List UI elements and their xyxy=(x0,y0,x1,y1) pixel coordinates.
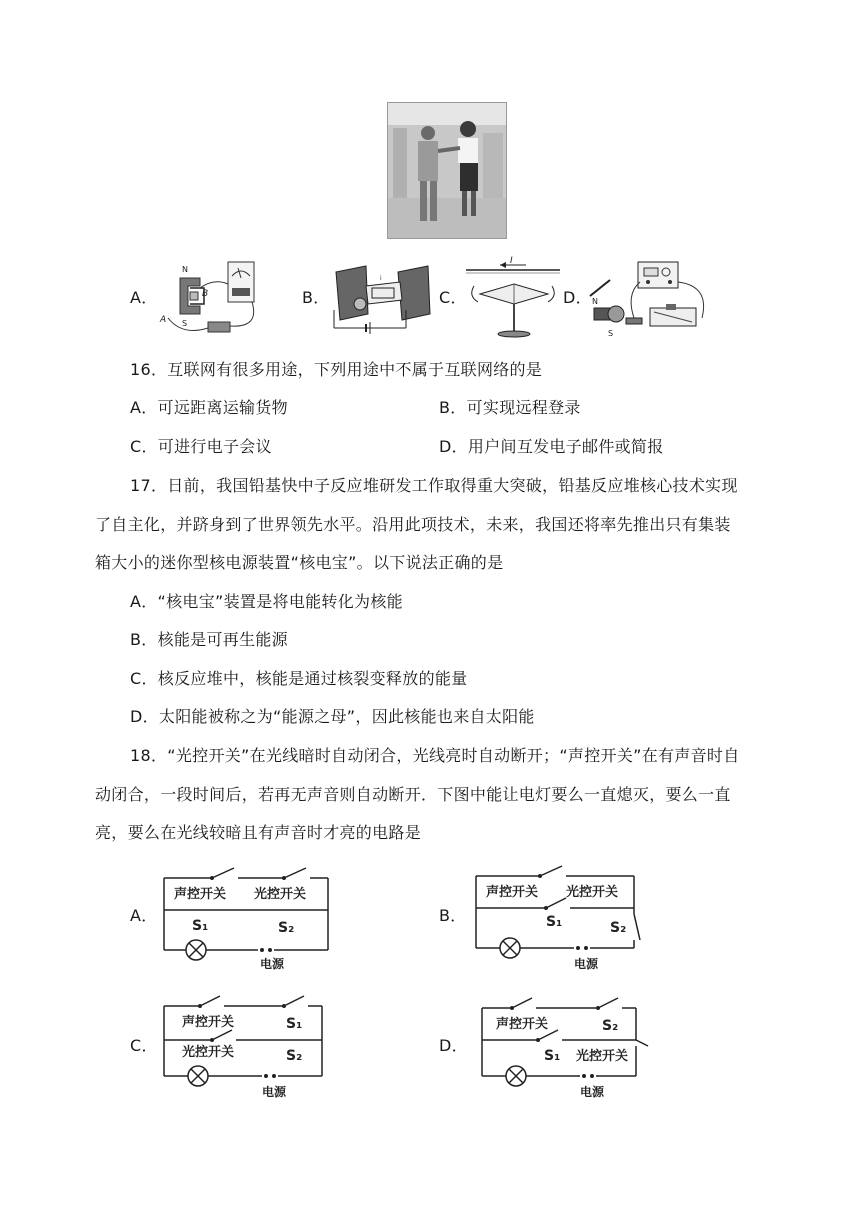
q17-option-d[interactable]: D．太阳能被称之为“能源之母”，因此核能也来自太阳能 xyxy=(130,707,535,726)
q18-b-label-power: 电源 xyxy=(574,957,599,971)
q15-d-label-s: S xyxy=(608,329,614,338)
q15-option-d-letter[interactable]: D． xyxy=(563,288,592,307)
q17-option-c[interactable]: C．核反应堆中，核能是通过核裂变释放的能量 xyxy=(130,669,468,688)
q18-d-label-sound-switch: 声控开关 xyxy=(496,1017,549,1032)
q18-c-label-s1: S₁ xyxy=(286,1016,303,1032)
q15-c-label-i: I xyxy=(510,256,513,266)
q18-b-label-s2: S₂ xyxy=(610,920,627,936)
q18-b-label-s1: S₁ xyxy=(546,914,563,930)
q18-d-label-light-switch: 光控开关 xyxy=(576,1049,629,1064)
q16-option-d[interactable]: D．用户间互发电子邮件或简报 xyxy=(439,437,664,456)
q16-option-c[interactable]: C．可进行电子会议 xyxy=(130,437,272,456)
q17-stem-line-2: 了自主化，并跻身到了世界领先水平。沿用此项技术，未来，我国还将率先推出只有集装 xyxy=(95,515,731,534)
q16-option-b[interactable]: B．可实现远程登录 xyxy=(439,398,581,417)
q18-a-label-s2: S₂ xyxy=(278,920,295,936)
q18-circuit-c xyxy=(158,990,334,1104)
q18-stem-line-3: 亮，要么在光线较暗且有声音时才亮的电路是 xyxy=(95,823,422,842)
q18-option-c-letter[interactable]: C． xyxy=(130,1036,158,1055)
q18-b-label-light-switch: 光控开关 xyxy=(566,885,619,900)
q18-d-label-power: 电源 xyxy=(580,1085,605,1099)
q16-stem: 16．互联网有很多用途，下列用途中不属于互联网络的是 xyxy=(130,360,543,379)
q18-a-label-light-switch: 光控开关 xyxy=(254,887,307,902)
q18-option-a-letter[interactable]: A． xyxy=(130,906,158,925)
q15-option-c-diagram xyxy=(460,256,564,344)
q18-a-label-sound-switch: 声控开关 xyxy=(174,887,227,902)
q17-stem-line-3: 箱大小的迷你型核电源装置“核电宝”。以下说法正确的是 xyxy=(95,553,504,572)
q15-option-a-letter[interactable]: A． xyxy=(130,288,158,307)
q15-option-a-diagram xyxy=(152,258,262,344)
q15-option-d-diagram xyxy=(586,256,712,344)
experiment-photo xyxy=(387,102,507,239)
q16-option-a[interactable]: A．可远距离运输货物 xyxy=(130,398,288,417)
q15-a-label-s: S xyxy=(182,319,188,328)
q15-a-label-n: N xyxy=(182,265,188,274)
q18-option-b-letter[interactable]: B． xyxy=(439,906,467,925)
q15-option-b-letter[interactable]: B． xyxy=(302,288,330,307)
q15-a-label-a: A xyxy=(160,315,167,325)
q17-option-b[interactable]: B．核能是可再生能源 xyxy=(130,630,288,649)
q18-c-label-sound-switch: 声控开关 xyxy=(182,1015,235,1030)
q18-circuit-d xyxy=(476,990,652,1104)
q18-circuit-a xyxy=(158,862,334,974)
svg-text:i: i xyxy=(380,275,382,282)
q18-option-d-letter[interactable]: D． xyxy=(439,1036,468,1055)
q18-d-label-s1: S₁ xyxy=(544,1048,561,1064)
q18-d-label-s2: S₂ xyxy=(602,1018,619,1034)
q17-option-a[interactable]: A．“核电宝”装置是将电能转化为核能 xyxy=(130,592,403,611)
q18-stem-line-2: 动闭合，一段时间后，若再无声音则自动断开．下图中能让电灯要么一直熄灭，要么一直 xyxy=(95,785,731,804)
q18-a-label-power: 电源 xyxy=(260,957,285,970)
q18-c-label-s2: S₂ xyxy=(286,1048,303,1064)
q18-c-label-power: 电源 xyxy=(262,1085,287,1099)
q17-stem-line-1: 17．日前，我国铅基快中子反应堆研发工作取得重大突破，铅基反应堆核心技术实现 xyxy=(130,476,738,495)
q18-stem-line-1: 18．“光控开关”在光线暗时自动闭合，光线亮时自动断开；“声控开关”在有声音时自 xyxy=(130,746,740,765)
q15-option-c-letter[interactable]: C． xyxy=(439,288,467,307)
q18-circuit-b xyxy=(470,862,646,976)
q15-a-label-b: B xyxy=(202,289,209,299)
q18-b-label-sound-switch: 声控开关 xyxy=(486,885,539,900)
q15-option-b-diagram xyxy=(326,262,438,344)
q18-c-label-light-switch: 光控开关 xyxy=(182,1045,235,1060)
q18-a-label-s1: S₁ xyxy=(192,918,209,934)
q15-d-label-n: N xyxy=(592,297,598,306)
